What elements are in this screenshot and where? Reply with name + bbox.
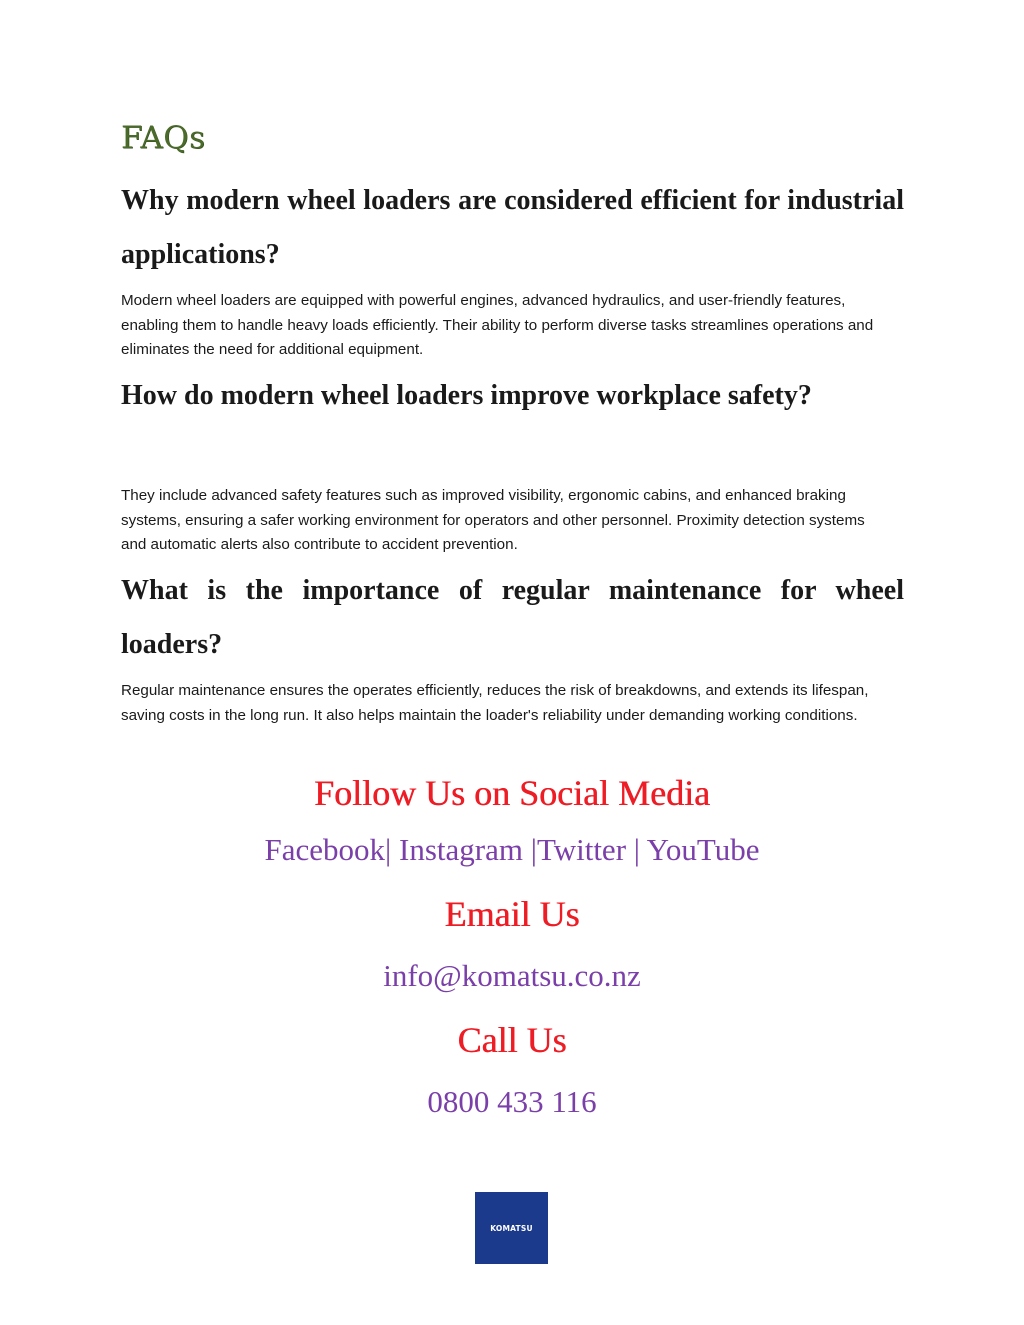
call-heading: Call Us [457,1020,567,1060]
faq-question-2: How do modern wheel loaders improve workplace safety? [121,380,812,411]
social-links: Facebook| Instagram |Twitter | YouTube [264,832,760,867]
twitter-link[interactable]: Twitter [536,832,627,867]
faq-question-1: Why modern wheel loaders are considered efficient for industrial applications? [121,185,904,270]
social-heading: Follow Us on Social Media [314,773,710,813]
email-heading: Email Us [444,894,580,934]
faq-heading: FAQs [121,120,206,156]
faq-answer-3: Regular maintenance ensures the operates efficiently, reduces the risk of breakdowns, and extends its lifespan, saving costs in the long run. It also helps maintain the loader's reliability under demanding working conditions. [121,682,869,724]
instagram-link[interactable]: Instagram [399,832,523,867]
faq-question-3: What is the importance of regular maintenance for wheel loaders? [121,575,904,660]
faq-answer-2: They include advanced safety features such as improved visibility, ergonomic cabins, and enhanced braking systems, ensuring a safer working environment for operators and other personnel. Proximity detection systems and automatic alerts also contribute to accident prevention. [121,487,865,553]
facebook-link[interactable]: Facebook [264,832,386,867]
email-link[interactable]: info@komatsu.co.nz [383,958,641,993]
logo-text: KOMATSU [490,1223,533,1233]
komatsu-logo [475,1192,548,1264]
youtube-link[interactable]: YouTube [646,832,760,867]
faq-answer-1: Modern wheel loaders are equipped with powerful engines, advanced hydraulics, and user-friendly features, enabling them to handle heavy loads efficiently. Their ability to perform diverse tasks streamlines operations and eliminates the need for additional equipment. [121,292,874,358]
phone-number[interactable]: 0800 433 116 [427,1084,597,1119]
